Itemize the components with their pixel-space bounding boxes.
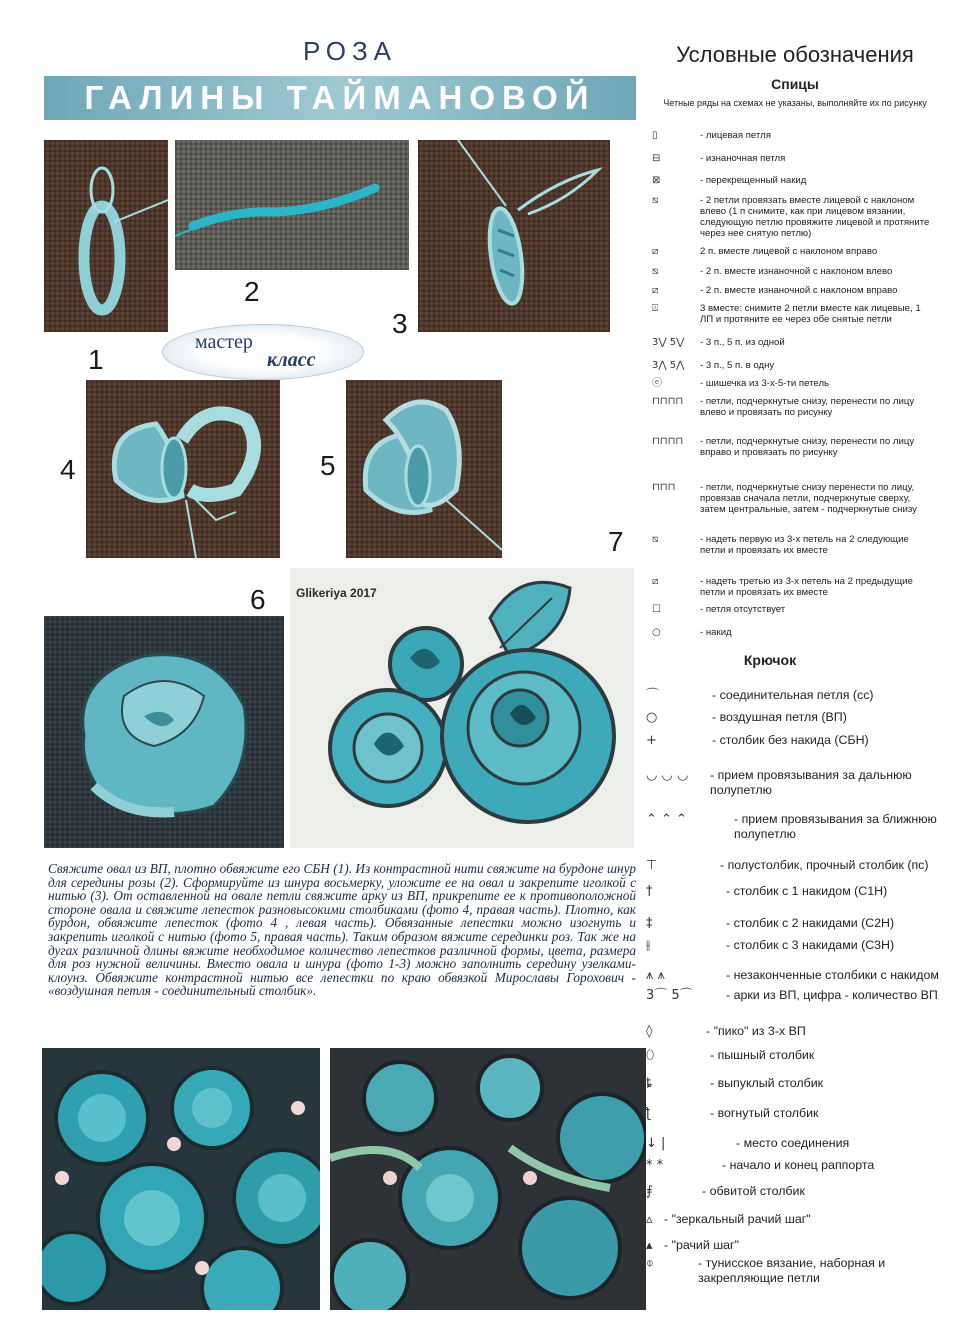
- step-number-1: 1: [88, 344, 104, 375]
- crochet-symbol-icon: ⨎: [646, 1184, 653, 1199]
- instructions-paragraph: Свяжите овал из ВП, плотно обвяжите его СБН (1). Из контрастной нити свяжите на бурдоне шнур для середины розы (2). Сформируйте из шнура восьмерку, уложите ее на овал и закрепите иголкой с нитью (3). От оставленной на овале петли свяжите арку из ВП, прикрепите ее к противоположной стороне овала и свяжите лепесток разновысокими столбиками (фото 4, правая часть). Плотно, как бурдон, обвяжите лепесток (фото 4 , левая часть). Обвязанные лепестки можно изогнуть и закрепить иголкой с нитью (фото 5, правая часть). Таким образом вяжите серединки роз. Так же на дугах различной длины вяжите необходимое количество лепестков различной формы, цвета, размера для роз нужной величины. Вместо овала и шнура (фото 1-3) можно заполнить середину узелками-клоунз. Обвяжите контрастной нитью все лепестки по краю обвязкой Мирославы Горохович - «воздушная петля - соединительный столбик».: [48, 861, 636, 999]
- knit-symbol-icon: 3⋀ 5⋀: [652, 360, 685, 371]
- crochet-legend-text: - обвитой столбик: [702, 1184, 805, 1198]
- step-number-5: 5: [320, 450, 336, 481]
- crochet-legend-text: - "зеркальный рачий шаг": [664, 1212, 811, 1226]
- crochet-legend-text: - "рачий шаг": [664, 1238, 739, 1252]
- photo-step-3: [418, 140, 610, 332]
- crochet-legend-text: - полустолбик, прочный столбик (пс): [720, 858, 929, 872]
- second-petal-illustration: [346, 380, 502, 558]
- crochet-legend-text: - "пико" из 3-х ВП: [706, 1024, 806, 1038]
- photo-step-2: [175, 140, 409, 270]
- crochet-symbol-icon: †: [646, 884, 653, 899]
- knit-symbol-icon: ○: [652, 627, 661, 638]
- crochet-symbol-icon: ↓ |: [646, 1136, 666, 1151]
- roses-collage-left: [42, 1048, 320, 1310]
- crochet-symbol-icon: ◡ ◡ ◡: [646, 768, 689, 783]
- photo-finished-right: [330, 1048, 646, 1310]
- step-number-7: 7: [608, 526, 624, 557]
- crochet-symbol-icon: ⌃ ⌃ ⌃: [646, 812, 687, 827]
- legend-title: Условные обозначения: [676, 42, 914, 67]
- crochet-symbol-icon: ⌽: [646, 1256, 654, 1271]
- master-class-word2: класс: [267, 349, 316, 371]
- photo-finished-left: [42, 1048, 320, 1310]
- page-title-banner: ГАЛИНЫ ТАЙМАНОВОЙ: [44, 76, 636, 120]
- crochet-legend-text: - столбик без накида (СБН): [712, 733, 869, 747]
- knit-symbol-icon: ⊓⊓⊓⊓: [652, 436, 684, 447]
- crochet-symbol-icon: ⫲: [646, 938, 651, 953]
- rose-center-illustration: [44, 616, 284, 848]
- knit-legend-text: - 2 п. вместе изнаночной с наклоном вправо: [700, 285, 898, 296]
- photo-step-7: [290, 568, 634, 848]
- knit-legend-text: - шишечка из 3-х-5-ти петель: [700, 378, 830, 389]
- first-petal-illustration: [86, 380, 280, 558]
- photo-step-5: [346, 380, 502, 558]
- crochet-symbol-icon: ƪ: [646, 1106, 651, 1121]
- crochet-legend-text: - незаконченные столбики с накидом: [726, 968, 939, 982]
- crochet-symbol-icon: ⩚ ⩚: [646, 968, 665, 983]
- crochet-symbol-icon: ○: [646, 710, 658, 725]
- crochet-symbol-icon: ȶ: [646, 1076, 653, 1091]
- crochet-legend-text: - воздушная петля (ВП): [712, 710, 847, 724]
- knit-symbol-icon: ⊓⊓⊓: [652, 482, 676, 493]
- knit-symbol-icon: ⓔ: [652, 378, 662, 389]
- knit-legend-text: - надеть первую из 3-х петель на 2 следующие петли и провязать их вместе: [700, 534, 909, 556]
- crochet-legend-text: - вогнутый столбик: [710, 1106, 819, 1120]
- knit-legend-text: - лицевая петля: [700, 130, 771, 141]
- roses-collage-right: [330, 1048, 646, 1310]
- knit-symbol-icon: ⧄: [652, 285, 659, 296]
- photo-step-1: [44, 140, 168, 332]
- crochet-legend-text: - выпуклый столбик: [710, 1076, 824, 1090]
- knit-legend-text: 3 вместе: снимите 2 петли вместе как лицевые, 1 ЛП и протяните ее через обе снятые петли: [700, 303, 921, 325]
- crochet-legend-text: - арки из ВП, цифра - количество ВП: [726, 988, 938, 1002]
- knit-legend-text: - 2 петли провязать вместе лицевой с наклоном влево (1 п снимите, как при лицевом вязании, следующую петлю провяжите лицевой и протяните через нее снятую петлю): [700, 195, 930, 239]
- crochet-symbol-icon: ⌒: [646, 688, 660, 703]
- crochet-legend-text: - пышный столбик: [710, 1048, 815, 1062]
- knit-symbol-icon: ⊠: [652, 175, 661, 186]
- knit-symbol-icon: ⊟: [652, 153, 661, 164]
- crochet-legend-text: - начало и конец раппорта: [722, 1158, 875, 1172]
- knit-symbol-icon: ⧅: [652, 534, 659, 545]
- step-number-4: 4: [60, 454, 76, 485]
- crochet-symbol-icon: ⊤: [646, 858, 658, 873]
- crochet-symbol-icon: * *: [646, 1158, 664, 1173]
- knit-legend-text: - надеть третью из 3-х петель на 2 предыдущие петли и провязать их вместе: [700, 576, 913, 598]
- step-number-6: 6: [250, 584, 266, 615]
- instructions-text: [48, 862, 636, 998]
- knit-symbol-icon: 3⋁ 5⋁: [652, 337, 685, 348]
- knit-legend-text: - петли, подчеркнутые снизу, перенести по лицу влево и провязать по рисунку: [700, 396, 915, 418]
- knit-symbol-icon: ⍍: [652, 303, 658, 314]
- knit-symbol-icon: ⊓⊓⊓⊓: [652, 396, 684, 407]
- crochet-legend-text: - столбик с 3 накидами (С3Н): [726, 938, 895, 952]
- crochet-legend-text: - прием провязывания за дальнюю полупетлю: [710, 768, 912, 797]
- knit-legend-text: - 2 п. вместе изнаночной с наклоном влево: [700, 266, 893, 277]
- knit-symbol-icon: ☐: [652, 604, 661, 615]
- knit-legend-text: - перекрещенный накид: [700, 175, 807, 186]
- knit-legend-text: - петли, подчеркнутые снизу перенести по лицу, провязав сначала петли, подчеркнутые сверху, затем центральные, затем - подчеркнутые снизу: [700, 482, 917, 515]
- master-class-word1: мастер: [195, 331, 253, 353]
- crochet-legend-text: - тунисское вязание, наборная и закрепляющие петли: [698, 1256, 886, 1285]
- figure-eight-illustration: [418, 140, 610, 332]
- crochet-symbol-icon: +: [646, 733, 657, 748]
- crochet-symbol-icon: ▴: [646, 1238, 653, 1253]
- crochet-legend-text: - соединительная петля (сс): [712, 688, 874, 702]
- knit-symbol-icon: ▯: [652, 130, 658, 141]
- master-class-badge: [162, 324, 364, 380]
- knit-legend-text: - петля отсутствует: [700, 604, 786, 615]
- knit-legend-text: - 3 п., 5 п. из одной: [700, 337, 785, 348]
- knit-symbol-icon: ⧄: [652, 576, 659, 587]
- crochet-symbol-icon: ‡: [646, 916, 653, 931]
- photo-step-6: [44, 616, 284, 848]
- legend-crochet-title: Крючок: [743, 652, 797, 668]
- legend-knit-note: Четные ряды на схемах не указаны, выполняйте их по рисунку: [663, 98, 927, 108]
- finished-roses-illustration: [290, 568, 634, 848]
- knit-symbol-icon: ⧄: [652, 246, 659, 257]
- photo-step-4: [86, 380, 280, 558]
- knit-legend-text: - петли, подчеркнутые снизу, перенести по лицу вправо и провязать по рисунку: [700, 436, 915, 458]
- crochet-symbol-icon: 3⌒ 5⌒: [646, 988, 693, 1003]
- crochet-legend-text: - столбик с 2 накидами (С2Н): [726, 916, 895, 930]
- cord-illustration: [175, 140, 409, 270]
- crochet-symbol-icon: ▵: [646, 1212, 653, 1227]
- knit-legend-text: - изнаночная петля: [700, 153, 786, 164]
- knit-legend-text: - 3 п., 5 п. в одну: [700, 360, 775, 371]
- watermark: Glikeriya 2017: [296, 586, 377, 600]
- knit-legend-text: 2 п. вместе лицевой с наклоном вправо: [700, 246, 878, 257]
- crochet-legend-text: - прием провязывания за ближнюю полупетлю: [734, 812, 937, 841]
- page-title-top: РОЗА: [302, 36, 398, 66]
- oval-loop-illustration: [44, 140, 168, 332]
- crochet-symbol-icon: ◊: [646, 1024, 653, 1039]
- knit-symbol-icon: ⧅: [652, 266, 659, 277]
- step-number-2: 2: [244, 276, 260, 307]
- knit-symbol-icon: ⧅: [652, 195, 659, 206]
- legend-knit-title: Спицы: [771, 76, 819, 92]
- crochet-legend-text: - место соединения: [736, 1136, 850, 1150]
- crochet-symbol-icon: ⬯: [646, 1048, 655, 1063]
- knit-legend-text: - накид: [700, 627, 732, 638]
- step-number-3: 3: [392, 308, 408, 339]
- crochet-legend-text: - столбик с 1 накидом (С1Н): [726, 884, 888, 898]
